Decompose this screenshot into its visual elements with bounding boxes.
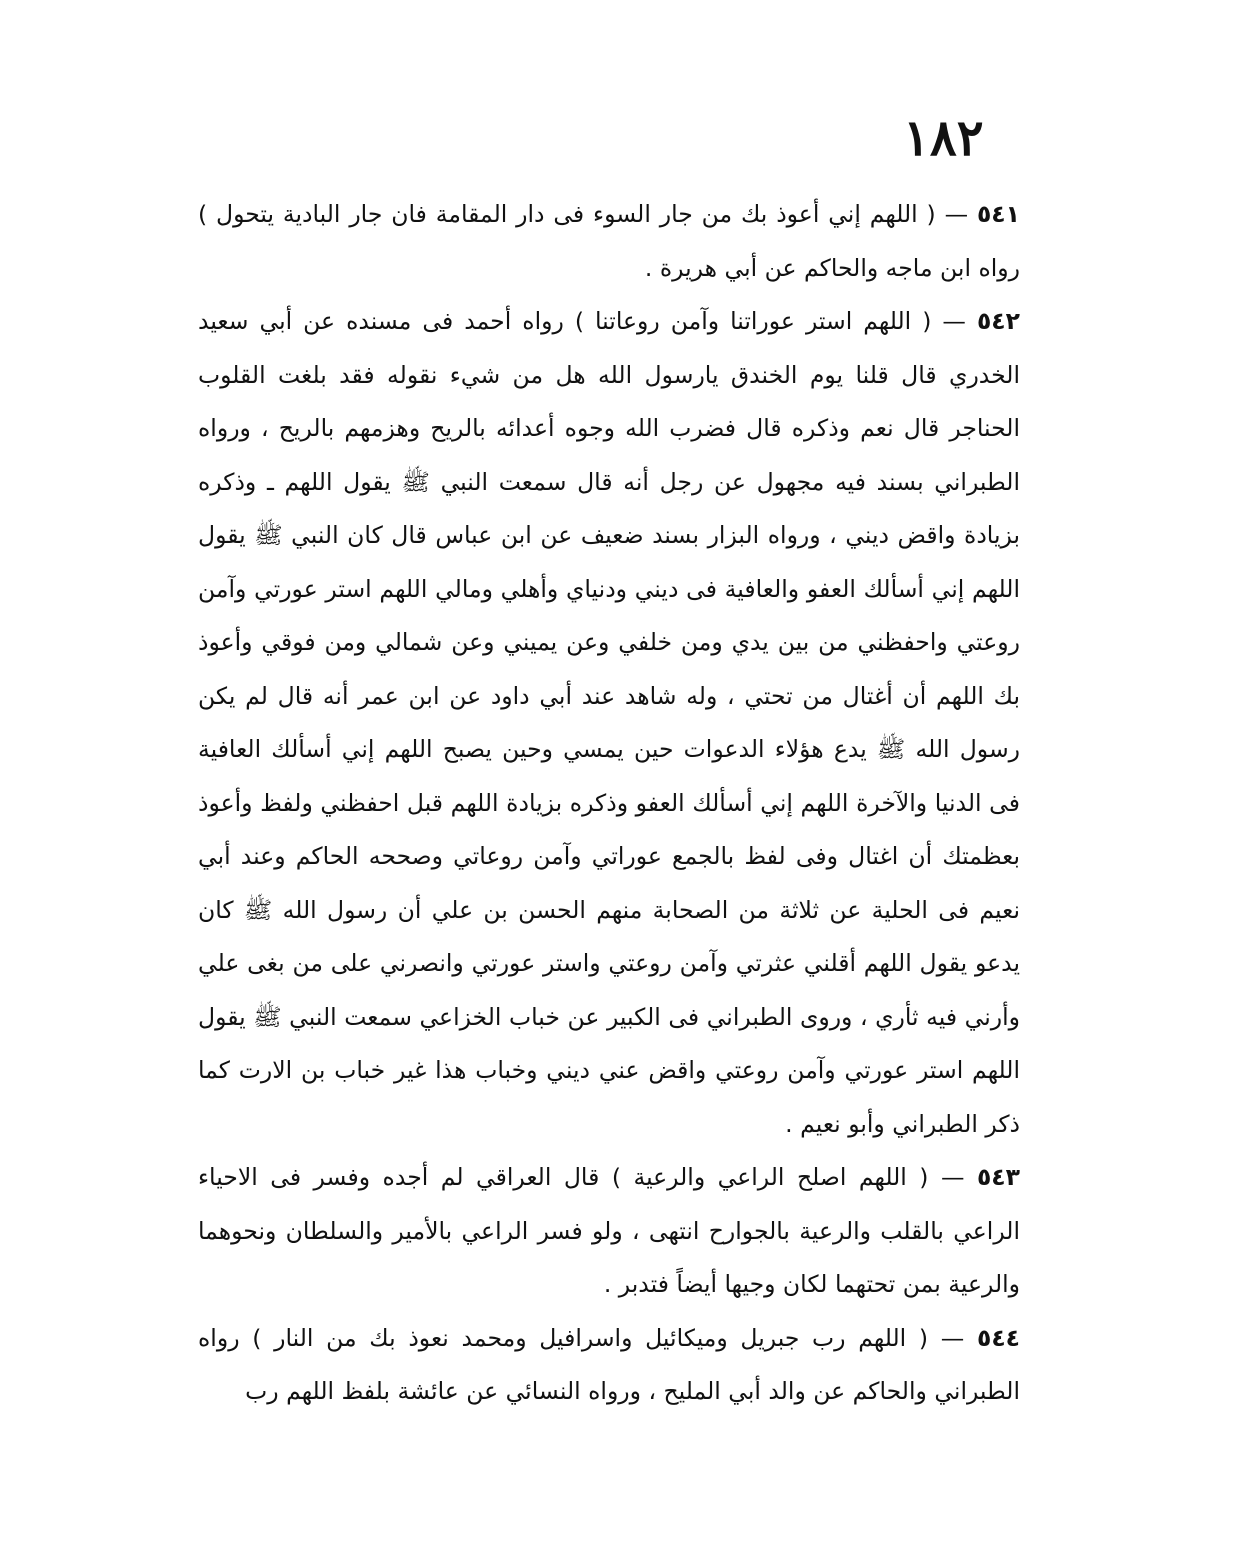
body-text (198, 188, 1020, 1419)
entry-number: ٥٤١ (976, 200, 1020, 228)
entry-text: — ( اللهم اصلح الراعي والرعية ) قال العراقي لم أجده وفسر فى الاحياء الراعي بالقلب والرعية بالجوارح انتهى ، ولو فسر الراعي بالأمير والسلطان ونحوهما والرعية بمن تحتهما لكان وجيها أيضاً فتدبر . (198, 1163, 1020, 1298)
entry-text: — ( اللهم إني أعوذ بك من جار السوء فى دار المقامة فان جار البادية يتحول ) رواه ابن ماجه والحاكم عن أبي هريرة . (198, 200, 1020, 282)
entry-543 (198, 1151, 1020, 1312)
entry-542 (198, 295, 1020, 1151)
entry-number: ٥٤٣ (976, 1163, 1020, 1191)
entry-541 (198, 188, 1020, 295)
entry-text: — ( اللهم رب جبريل وميكائيل واسرافيل ومحمد نعوذ بك من النار ) رواه الطبراني والحاكم عن والد أبي المليح ، ورواه النسائي عن عائشة بلفظ اللهم رب (198, 1323, 1020, 1405)
entry-544 (198, 1312, 1020, 1419)
entry-number: ٥٤٢ (976, 307, 1020, 335)
entry-number: ٥٤٤ (976, 1323, 1021, 1352)
entry-text: — ( اللهم استر عوراتنا وآمن روعاتنا ) رواه أحمد فى مسنده عن أبي سعيد الخدري قال قلنا يوم الخندق يارسول الله هل من شيء نقوله فقد بلغت القلوب الحناجر قال نعم وذكره قال فضرب الله وجوه أعدائه بالريح وهزمهم بالريح ، ورواه الطبراني بسند فيه مجهول عن رجل أنه قال سمعت النبي ﷺ يقول اللهم ـ وذكره بزيادة واقض ديني ، ورواه البزار بسند ضعيف عن ابن عباس قال كان النبي ﷺ يقول اللهم إني أسألك العفو والعافية فى ديني ودنياي وأهلي ومالي اللهم استر عورتي وآمن روعتي واحفظني من بين يدي ومن خلفي وعن يميني وعن شمالي ومن فوقي وأعوذ بك اللهم أن أغتال من تحتي ، وله شاهد عند أبي داود عن ابن عمر أنه قال لم يكن رسول الله ﷺ يدع هؤلاء الدعوات حين يمسي وحين يصبح اللهم إني أسألك العافية فى الدنيا والآخرة اللهم إني أسألك العفو وذكره بزيادة اللهم قبل احفظني ولفظ وأعوذ بعظمتك أن اغتال وفى لفظ بالجمع عوراتي وآمن روعاتي وصححه الحاكم وعند أبي نعيم فى الحلية عن ثلاثة من الصحابة منهم الحسن بن علي أن رسول الله ﷺ كان يدعو يقول اللهم أقلني عثرتي وآمن روعتي واستر عورتي وانصرني على من بغى علي وأرني فيه ثأري ، وروى الطبراني فى الكبير عن خباب الخزاعي سمعت النبي ﷺ يقول اللهم استر عورتي وآمن روعتي واقض عني ديني وخباب هذا غير خباب بن الارت كما ذكر الطبراني وأبو نعيم . (198, 307, 1020, 1138)
page-number: ١٨٢ (903, 108, 984, 167)
